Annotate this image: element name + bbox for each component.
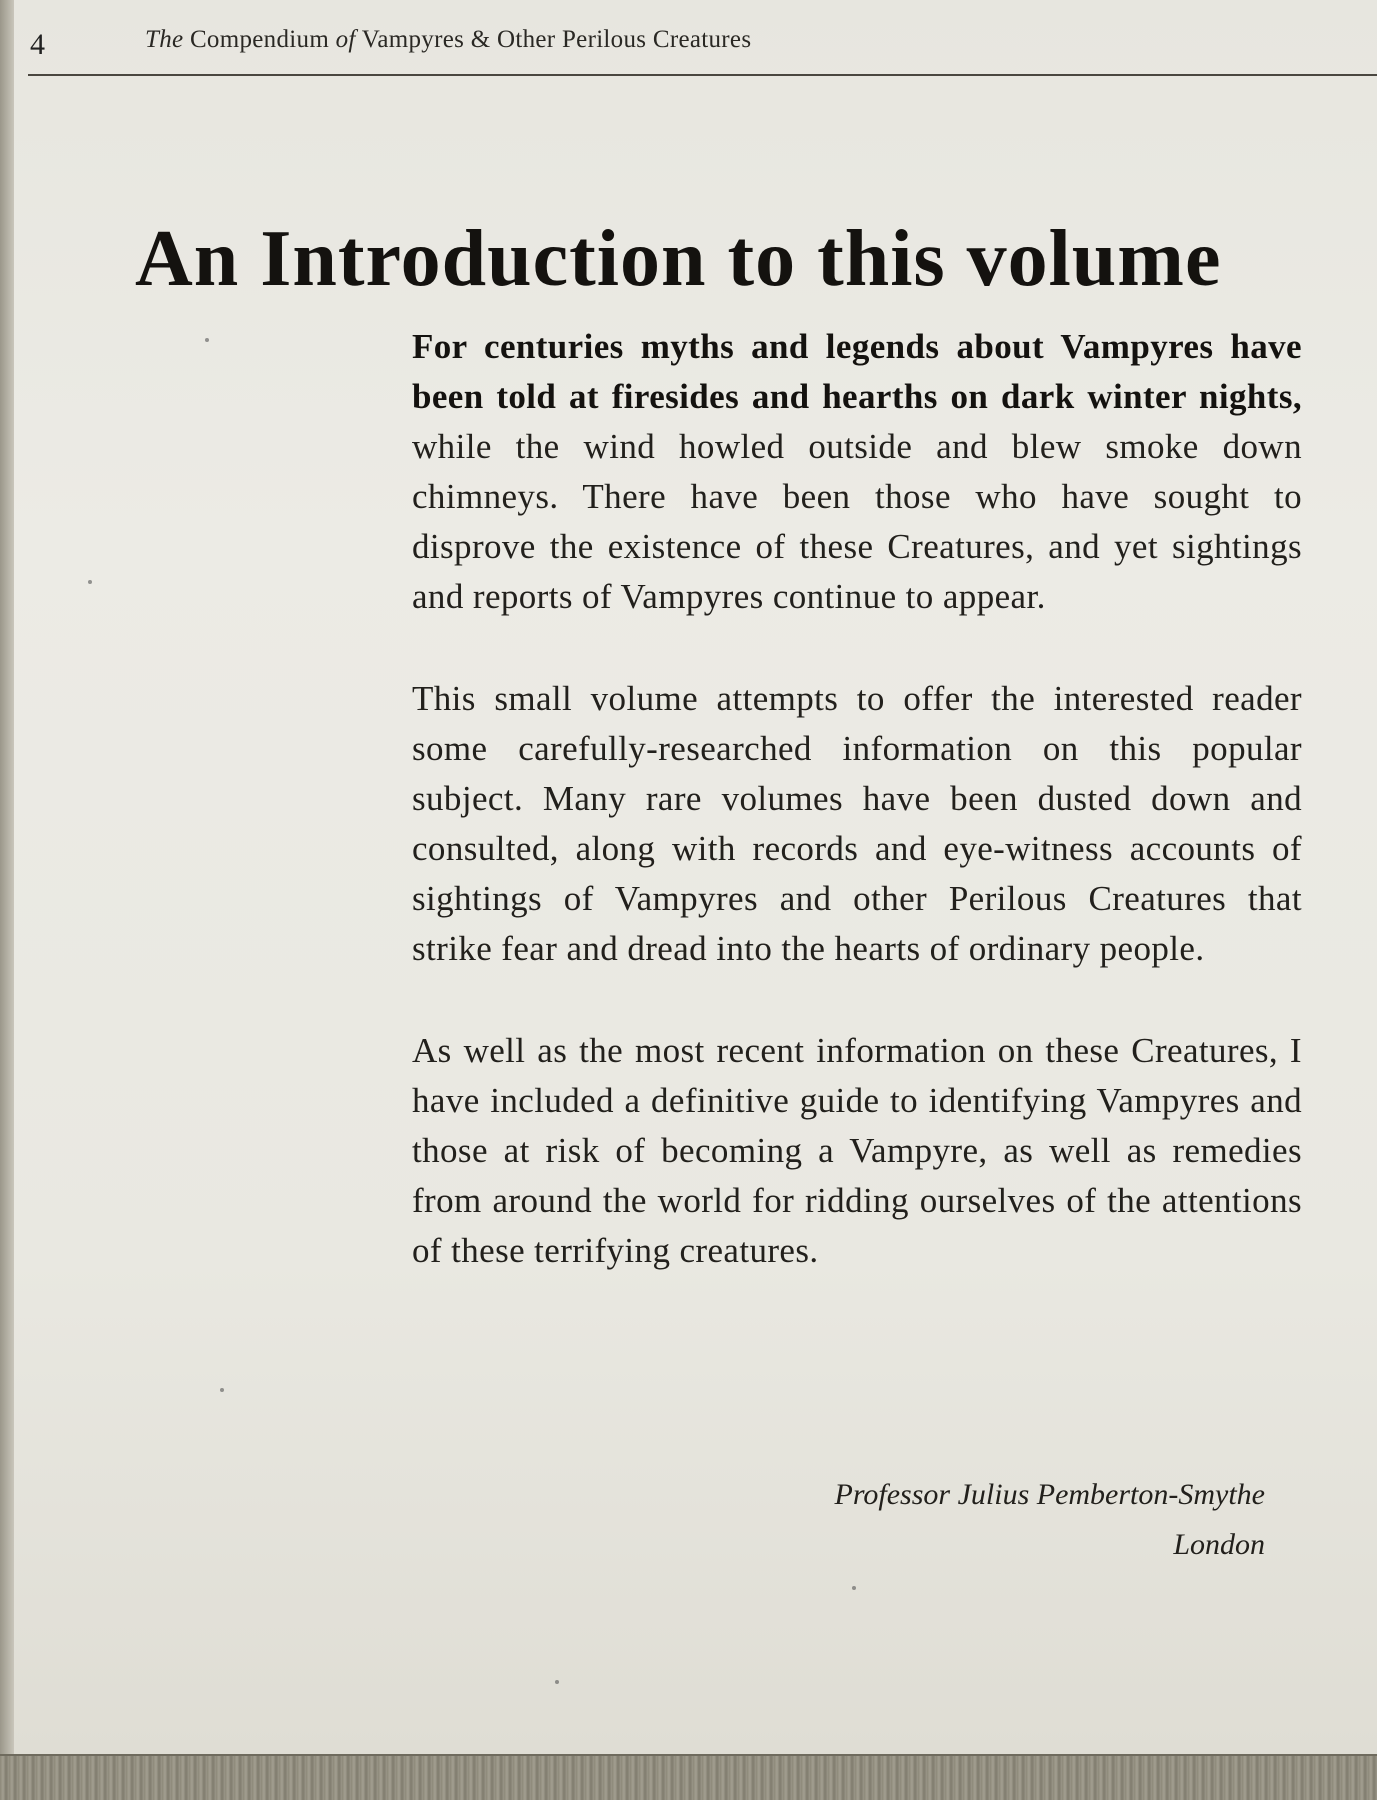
paragraph-2: This small volume attempts to offer the interested reader some carefully-researched information on this popular subject. Many rare volumes have been dusted down and consulted, along with records and eye-witness accounts of sightings of Vampyres and other Perilous Creatures that strike fear and dread into the hearts of ordinary people.: [412, 679, 1302, 968]
paper-speck: [555, 1680, 559, 1684]
page-binding-edge: [0, 0, 14, 1800]
page-bottom-edge: [0, 1754, 1377, 1800]
page-number: 4: [30, 28, 45, 61]
page-title: An Introduction to this volume: [135, 214, 1222, 303]
author-name: Professor Julius Pemberton-Smythe: [834, 1478, 1265, 1511]
paper-speck: [852, 1586, 856, 1590]
paper-speck: [205, 338, 209, 342]
paragraph-1: [412, 322, 1302, 622]
paper-speck: [88, 580, 92, 584]
author-signature: [700, 1470, 1265, 1570]
running-title: [145, 26, 751, 54]
running-title-prefix: The: [145, 26, 184, 53]
introduction-text: [412, 322, 1302, 1328]
paragraph-1-rest: while the wind howled outside and blew smoke down chimneys. There have been those who have sought to disprove the existence of these Creatures, and yet sightings and reports of Vampyres continue to appear.: [412, 427, 1302, 616]
paragraph-1-lead: For centuries myths and legends about Vampyres have been told at firesides and hearths on dark winter nights,: [412, 327, 1302, 416]
paragraph-3: As well as the most recent information on these Creatures, I have included a definitive guide to identifying Vampyres and those at risk of becoming a Vampyre, as well as remedies from around the world for ridding ourselves of the attentions of these terrifying creatures.: [412, 1031, 1302, 1270]
running-title-middle: Compendium: [183, 26, 336, 53]
running-title-suffix: Vampyres & Other Perilous Creatures: [355, 26, 752, 53]
paper-speck: [220, 1388, 224, 1392]
running-header: [0, 22, 1377, 62]
header-rule: [28, 74, 1377, 76]
author-place: London: [1173, 1528, 1265, 1561]
running-title-of: of: [335, 26, 356, 53]
